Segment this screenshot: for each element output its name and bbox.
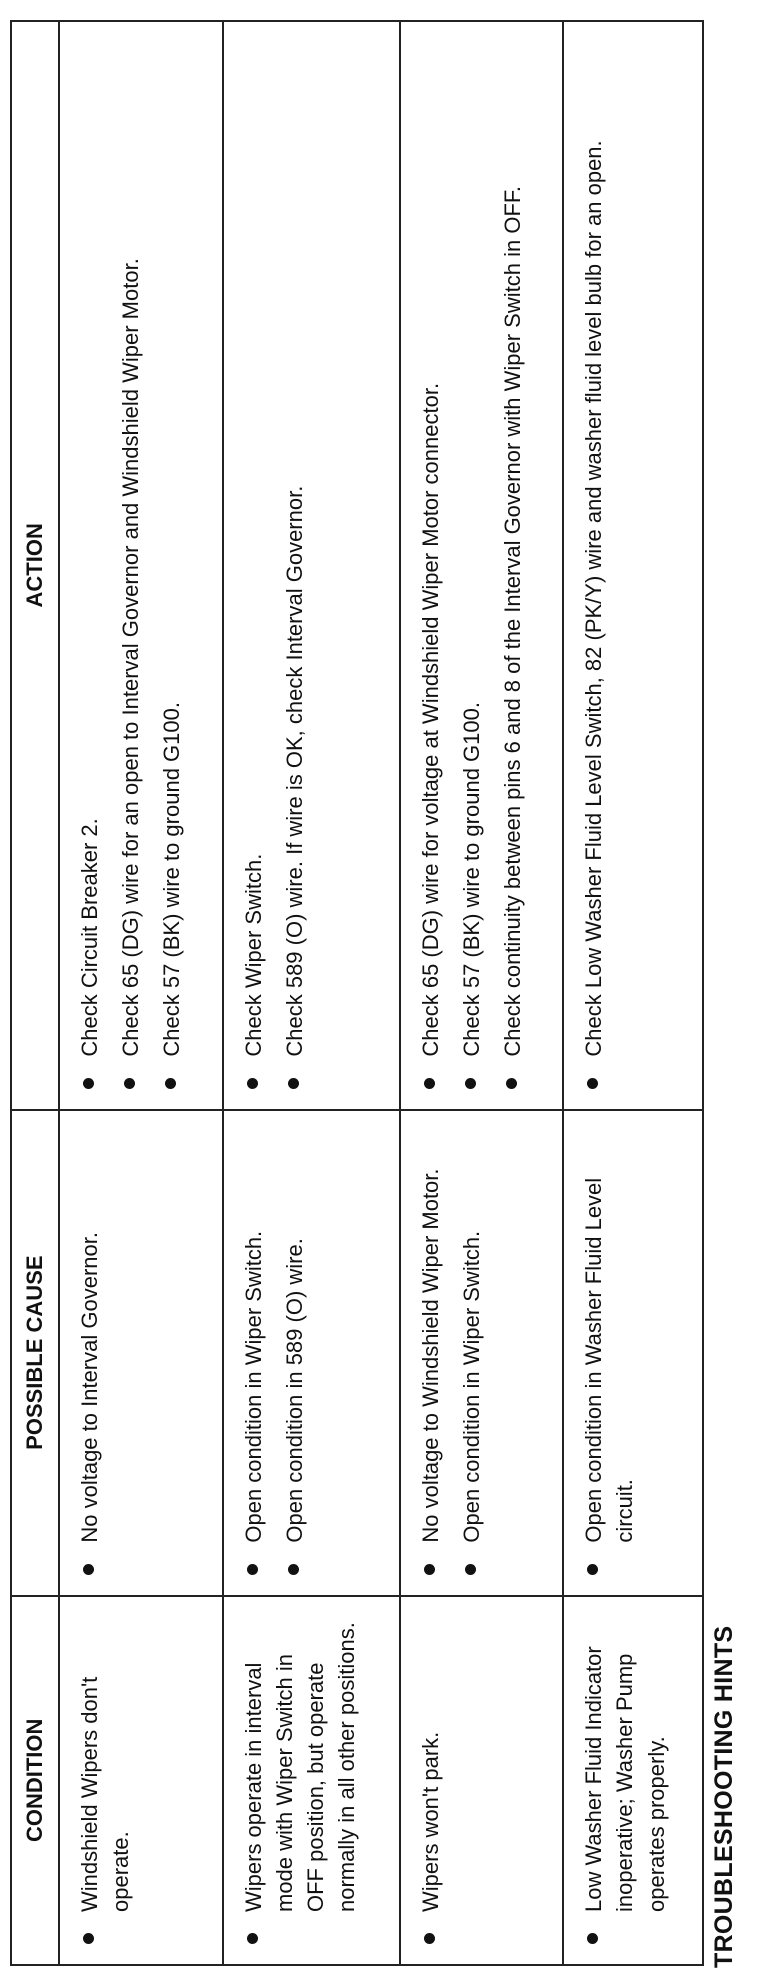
action-item: Check 57 (BK) wire to ground G100. — [156, 32, 187, 1099]
action-list — [238, 32, 310, 1099]
cause-list — [415, 1121, 487, 1585]
action-cell — [400, 21, 564, 1110]
condition-item: Wipers operate in interval mode with Wiper Switch in OFF position, but operate normally in all other positions. — [238, 1607, 363, 1954]
action-item: Check continuity between pins 6 and 8 of the Interval Governor with Wiper Switch in OFF. — [497, 32, 528, 1099]
cause-item: No voltage to Windshield Wiper Motor. — [415, 1121, 446, 1585]
action-item: Check 65 (DG) wire for an open to Interval Governor and Windshield Wiper Motor. — [115, 32, 146, 1099]
action-item: Check Low Washer Fluid Level Switch, 82 (PK/Y) wire and washer fluid level bulb for an open. — [578, 32, 609, 1099]
table-header-row — [11, 21, 59, 1965]
condition-cell — [223, 1596, 400, 1965]
action-item: Check Wiper Switch. — [238, 32, 269, 1099]
condition-cell — [59, 1596, 223, 1965]
condition-item: Low Washer Fluid Indicator inoperative; Washer Pump operates properly. — [578, 1607, 672, 1954]
possible-cause-cell — [223, 1110, 400, 1596]
condition-item: Windshield Wipers don't operate. — [74, 1607, 136, 1954]
action-list — [415, 32, 529, 1099]
action-list — [578, 32, 609, 1099]
cause-list — [74, 1121, 105, 1585]
condition-list — [74, 1607, 136, 1954]
cause-item: Open condition in Wiper Switch. — [238, 1121, 269, 1585]
table-row — [400, 21, 564, 1965]
possible-cause-cell — [563, 1110, 703, 1596]
action-cell — [563, 21, 703, 1110]
possible-cause-cell — [59, 1110, 223, 1596]
action-list — [74, 32, 188, 1099]
header-possible-cause: POSSIBLE CAUSE — [11, 1110, 59, 1596]
cause-item: Open condition in Washer Fluid Level circuit. — [578, 1121, 640, 1585]
cause-list — [578, 1121, 640, 1585]
table-row — [563, 21, 703, 1965]
table-row — [223, 21, 400, 1965]
action-cell — [223, 21, 400, 1110]
condition-item: Wipers won't park. — [415, 1607, 446, 1954]
troubleshooting-table — [10, 20, 704, 1966]
cause-item: Open condition in 589 (O) wire. — [279, 1121, 310, 1585]
possible-cause-cell — [400, 1110, 564, 1596]
condition-list — [415, 1607, 446, 1954]
action-item: Check Circuit Breaker 2. — [74, 32, 105, 1099]
table-row — [59, 21, 223, 1965]
action-item: Check 65 (DG) wire for voltage at Windshield Wiper Motor connector. — [415, 32, 446, 1099]
cause-list — [238, 1121, 310, 1585]
header-condition: CONDITION — [11, 1596, 59, 1965]
action-cell — [59, 21, 223, 1110]
cause-item: Open condition in Wiper Switch. — [456, 1121, 487, 1585]
action-item: Check 589 (O) wire. If wire is OK, check Interval Governor. — [279, 32, 310, 1099]
condition-cell — [563, 1596, 703, 1965]
document-title: TROUBLESHOOTING HINTS — [710, 1625, 738, 1968]
condition-list — [578, 1607, 672, 1954]
cause-item: No voltage to Interval Governor. — [74, 1121, 105, 1585]
condition-list — [238, 1607, 363, 1954]
action-item: Check 57 (BK) wire to ground G100. — [456, 32, 487, 1099]
condition-cell — [400, 1596, 564, 1965]
header-action: ACTION — [11, 21, 59, 1110]
